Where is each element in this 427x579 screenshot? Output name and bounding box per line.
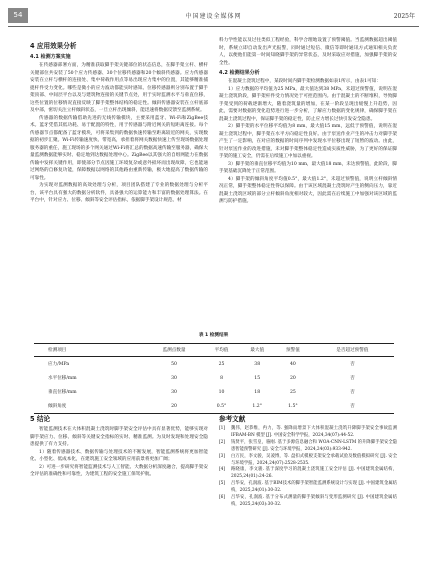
table-cell: 垂直位移/mm [48,390,77,395]
reference-number: [2] [219,439,226,445]
result-item-stress: 1）应力数据的平均值为25 MPa，最大值达到38 MPa，未超过预警值，说明在混凝土浇筑阶段，脚手架杆件受力情况处于可控范围内。由于混凝土的不断堆积，导致脚手架受到的荷载逐渐增大，随着浇筑量的增加，在某一阶段呈现出缓慢上升趋势，因此，需要对数据的变化趋势进行进一步分析，了解应力数据的变化规律，确保脚手架在混凝土浇筑过程中，保证脚手架的稳定性，防止应力增长过快引发安全隐患。 [219,86,397,122]
table-cell: 8 [220,375,224,381]
table-header-row [34,344,394,357]
table-row [34,371,394,385]
table-cell: 15 [254,375,261,381]
table-cell: 水平位移/mm [48,376,77,381]
section-4-heading: 4 应用效果分析 [30,42,77,50]
page-header [0,0,427,30]
paragraph-sensor-deployment: 在传感器部署方面，为精准获取脚手架关键部位的状态信息，在脚手架立杆、横杆关键部位共安装了50个应力传感器、30个位移传感器和20个倾斜传感器。应力传感器安装在立杆与横杆的连接处、集中荷载作用点等易出现应力集中的位置，其能够精准捕捉杆件受力变化。哪些是微小的应力波动都能实时感知。位移传感器则分别布置于脚手架顶部、中间层平台以及与建筑物连接的关键节点处，用于实时监测水平与垂直位移，这些位置的位移情况直接反映了脚手架整体结构的稳定性。倾斜传感器安装在立杆底部及中部，密切关注立杆倾斜状态，一旦立杆出现倾斜，能迅速将数据反馈至监测系统。 [30,63,208,113]
paragraph-threshold: 料力学性能以及过往类似工程经验，科学合理地设置了预警阈值。当监测数据超出阈值时，系统立即自动发出声光报警，同时通过短信、微信等即时通讯方式通知相关负责人，以便他们能第一时间知晓脚手架的异常状态，及时采取应对措施，加强脚手架的安全性。 [219,38,397,66]
col-header-max: 最大值 [239,344,275,357]
conclusion-point-1: 1）随着传感器技术、数据传输与处理技术的不断发展，智能监测系统将更加智能化、小型化、低成本化，在建筑施工安全领域的应用前景将更加广阔； [30,449,208,462]
table-caption: 表 1 检测结果 [198,333,229,338]
conclusion-paragraph: 智能监测技术在大体积混凝土浇筑时脚手架安全评估中具有显著优势，能够实现对脚手架应力、位移、倾斜等关键安全指标的实时、精准监测。为及时发现和处理安全隐患提供了有力支持。 [30,427,208,447]
references-heading: 参考文献 [219,415,246,423]
reference-text: 吕华安，孔润波. 基于分布式测量的脚手架倾斜与变形监测研究 [J]. 中国建筑金属结构，2025,24(03):30-32. [231,495,397,507]
result-item-vertical-displacement: 3）脚手架的垂直位移平均值为10 mm，最大值18 mm，未达预警值，此阶段，脚手架基础沉降处于正常范围。 [219,161,397,174]
table-cell: 30 [171,389,177,395]
reference-number: [3] [219,453,226,459]
reference-number: [1] [219,426,226,431]
reference-item [219,426,397,440]
results-table [34,343,394,414]
reference-item [219,440,397,454]
col-header-item: 检测项目 [34,344,144,357]
table-cell: 10 [218,389,225,395]
table-cell: 1.2° [239,399,275,414]
reference-item [219,467,397,481]
paragraph-results-intro: 在混凝土浇筑过程中，某段时间内脚手架检测数据如表1所示，由表1可知： [228,79,381,84]
header-rule [8,26,419,27]
paragraph-data-platform: 为实现对监测数据的高效处理与分析，项目团队搭建了专业的数据处理与分析平台，该平台具有强大的数据分析软件，具备强大的运算能力和丰富的数据处理算法。在平台中，针对应力、位移、倾斜等安全评估指标，依据脚手架设计规范、材 [30,183,208,203]
left-column [30,37,208,205]
table-cell: 25 [218,361,225,367]
reference-item [219,481,397,495]
reference-number: [4] [219,467,226,473]
table-cell: 1.5° [275,399,311,414]
table-cell: 38 [254,361,261,367]
table-cell: 18 [254,389,261,395]
reference-number: [6] [219,495,226,501]
table-cell: 应力/MPa [48,362,70,367]
reference-text: 吕华安，孔润波. 基于BIM技术的脚手架智能监测系统设计与实现 [J]. 中国建筑金属结构，2025,24(01):30-32. [231,481,397,494]
col-header-threshold: 预警值 [275,344,311,357]
conclusion-heading: 5 结论 [30,415,51,423]
col-header-exceeded: 是否超过预警值 [311,344,394,357]
table-cell: 否 [350,362,355,367]
right-column [219,37,397,206]
table-cell: 40 [289,361,296,367]
section-4-1-heading: 4.1 检测方案实施 [30,54,71,60]
result-item-tilt: 4）脚手架的倾斜角度平均值0.5°，最大值1.2°，未超过预警值，说明立杆倾斜情况正常，脚手架整体稳定性得以保障。由于该区域混凝土浇筑时产生的侧向压力，靠近混凝土浇筑区域的部分立杆倾斜角度相对较大，因此需在后续施工中加强对该区域的监测与防护措施。 [219,176,397,204]
col-header-mean: 平均值 [204,344,240,357]
conclusion-section [30,410,208,479]
table-row [34,357,394,372]
reference-text: 钱贤平，张雪皇，骆刚. 基于多源信息融合和 WOA-CNN-LSTM 的升降脚手架安全隐患智能预警研究 [J]. 安全与环境学报，2024,24(03):933-942. [231,439,397,452]
reference-number: [5] [219,481,226,487]
paragraph-data-transmission: 传感器的数据传输借助先进的无线传输模块，主要采用蓝牙、Wi-Fi和ZigBee技术。蓝牙凭借其低功耗、易于配置的特性，用于传感器与附近网关的短距离连接。每个传感器节点都配备了蓝牙模块，可将采集到的数据快速传输至距离较近的网关，实现数据的初步汇聚。Wi-Fi传输速度快、带宽高，承担着将网关数据快速上传至现场数据处理服务器的重任，施工现场的多个网关通过Wi-Fi将汇总的数据高速传输至服务器，确保大量监测数据能够实时、稳定地到达数据处理中心。ZigBee以其强大的自组网能力在数据传输中发挥关键作用，即使部分节点因施工环境复杂或意外损坏而出现故障，它也能通过网络的自修复功能，保障数据以网络的其他路由重新传输，极大地提高了数据传输的可靠性。 [30,115,208,181]
table-cell: 50 [171,361,177,367]
col-header-points: 监测点数量 [144,344,203,357]
table-cell: 倾斜角度 [34,399,144,414]
table-cell: 20 [289,375,296,381]
table-row [34,385,394,399]
reference-item [219,454,397,468]
table-cell: 25 [289,389,296,395]
table-cell: 否 [311,399,394,414]
reference-text: 魏伟，赵恭维，冉力，等. 强降雨增景下大体积混凝土浇筑升降脚手架安全事故监测 IFBAM-BN 模型 [J]. 中国安全科学学报，2024,34(07):44-52. [231,426,397,438]
page-number: 54 [8,8,28,23]
reference-text: 路晓康，李文骏. 基于深度学习的混凝土浇筑施工安全评估 [J]. 中国建筑金属结构，2025,24(01):24-26. [231,467,397,480]
journal-title: 中国建设全媒体网 [185,13,242,20]
table-cell: 20 [144,399,203,414]
table-cell: 否 [350,390,355,395]
section-4-2-heading: 4.2 检测结果分析 [219,70,260,76]
table-cell: 0.5° [204,399,240,414]
reference-item [219,495,397,509]
table-cell: 30 [171,375,177,381]
result-item-horizontal-displacement: 2）脚手架的水平位移平均值为8 mm，最大值15 mm，远低于预警值，说明在混凝土浇筑过程中，脚手架在水平方向稳定性良好。由于泵送作业产生的冲击力对脚手架产生了一定影响，在对应的数据的时间序列中发现水平位移出现了短暂的波动。由此，针对泵送作业的改进措施，未对脚手架整体稳定性造成实质性威胁，为了更好的保证脚手架的施工安全，仍需在后续施工中加以重视。 [219,124,397,159]
table-cell: 否 [350,376,355,381]
issue-year: 2025年 [393,13,415,20]
conclusion-point-2: 2）可进一步研究将智能监测技术与人工智能、大数据分析深度融合，提高脚手架安全评估的准确性和可靠性，为建筑工程的安全施工保驾护航。 [30,464,208,477]
reference-text: 白万民，李文骏，吴凌博，等. 盘扣式模板支架安全承载试验及数值模拟研究 [J]. 安全与环境学报，2024,24(07):2528-2535. [231,453,397,466]
references-section [219,410,397,509]
